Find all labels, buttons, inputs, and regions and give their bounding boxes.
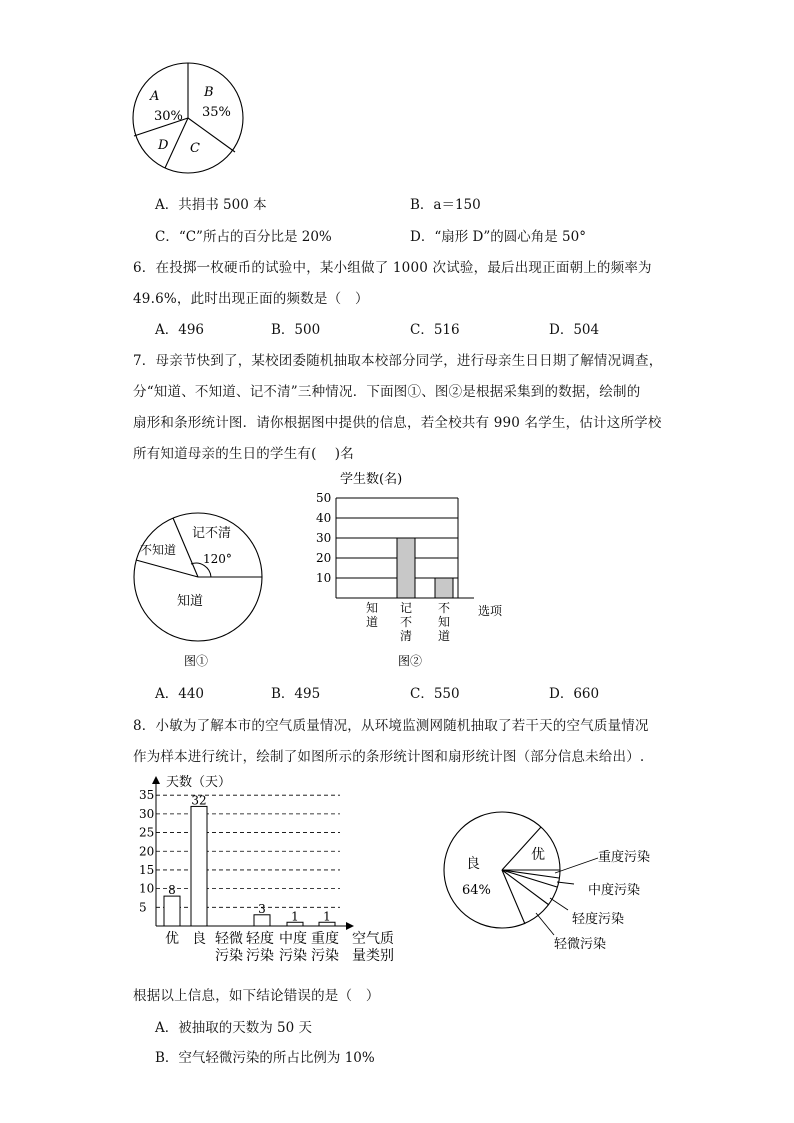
pie-label-c: C xyxy=(190,141,200,156)
bar-不知道 xyxy=(435,578,453,598)
q7-bar-chart xyxy=(300,468,530,673)
x-axis-arrow xyxy=(346,922,354,930)
y-tick-30: 30 xyxy=(139,806,155,821)
q6-stem-line-2: 49.6%，此时出现正面的频数是（ ） xyxy=(133,291,369,307)
data-label-中度污染: 1 xyxy=(291,909,299,924)
pie-label-d: D xyxy=(158,138,169,153)
x-tick-重度污染-0: 重度 xyxy=(311,931,339,947)
q8-option-b[interactable]: B．空气轻微污染的所占比例为 10% xyxy=(155,1050,375,1066)
pie-label-zhidao: 知道 xyxy=(177,594,204,609)
y-tick-20: 20 xyxy=(316,551,332,565)
x-tick-轻度污染-1: 污染 xyxy=(246,948,274,964)
x-tick-轻微污染-1: 污染 xyxy=(215,948,243,964)
pie-label-qingdu-wuran: 轻度污染 xyxy=(572,912,625,927)
pie-label-qingwei-wuran: 轻微污染 xyxy=(554,937,607,952)
pie-label-zhongdu2-wuran: 中度污染 xyxy=(588,883,641,898)
pie-label-b: B xyxy=(204,85,214,100)
q8-pie-chart xyxy=(440,810,680,960)
figure-2-caption: 图② xyxy=(398,654,423,668)
q7-stem-line-2: 分“知道、不知道、记不清”三种情况．下面图①、图②是根据采集到的数据，绘制的 xyxy=(133,384,641,400)
bar-记不清 xyxy=(397,538,415,598)
q5-option-c[interactable]: C．“C”所占的百分比是 20% xyxy=(155,229,332,245)
data-label-重度污染: 1 xyxy=(323,909,331,924)
q6-option-b[interactable]: B．500 xyxy=(271,322,321,338)
pie-label-a-pct: 30% xyxy=(154,109,183,124)
q8-question: 根据以上信息，如下结论错误的是（ ） xyxy=(133,988,380,1004)
q7-pie-chart xyxy=(130,505,270,675)
pie-chart-top xyxy=(130,60,250,180)
x-tick-记不清-0: 记 xyxy=(400,601,413,615)
q8-option-a[interactable]: A．被抽取的天数为 50 天 xyxy=(155,1020,313,1036)
q7-stem-line-1: 7．母亲节快到了，某校团委随机抽取本校部分同学，进行母亲生日日期了解情况调查， xyxy=(133,353,663,369)
x-tick-不知道-0: 不 xyxy=(438,601,451,615)
q6-option-d[interactable]: D．504 xyxy=(549,322,600,338)
data-label-轻度污染: 3 xyxy=(258,901,266,916)
q8-stem-line-1: 8．小敏为了解本市的空气质量情况，从环境监测网随机抽取了若干天的空气质量情况 xyxy=(133,718,649,734)
pie-label-a: A xyxy=(150,89,160,104)
q6-option-a[interactable]: A．496 xyxy=(155,322,205,338)
x-tick-中度污染-1: 污染 xyxy=(279,948,307,964)
pie-label-you: 优 xyxy=(531,847,545,863)
q6-stem-line-1: 6．在投掷一枚硬币的试验中，某小组做了 1000 次试验，最后出现正面朝上的频率为 xyxy=(133,260,652,276)
x-tick-记不清-1: 不 xyxy=(400,615,413,629)
pie-label-jibuqing: 记不清 xyxy=(192,526,232,541)
x-tick-轻度污染-0: 轻度 xyxy=(246,931,274,947)
pie-angle-label: 120° xyxy=(203,552,232,566)
x-tick-优-0: 优 xyxy=(165,931,179,947)
q5-option-a[interactable]: A．共捐书 500 本 xyxy=(155,197,267,213)
q7-option-c[interactable]: C．550 xyxy=(410,686,460,702)
y-axis-arrow xyxy=(152,776,160,784)
data-label-良: 32 xyxy=(191,793,207,808)
q7-option-b[interactable]: B．495 xyxy=(271,686,321,702)
q6-option-c[interactable]: C．516 xyxy=(410,322,460,338)
data-label-优: 8 xyxy=(168,883,176,898)
q8-stem-line-2: 作为样本进行统计，绘制了如图所示的条形统计图和扇形统计图（部分信息未给出）. xyxy=(133,749,645,765)
figure-1-caption: 图① xyxy=(184,654,209,668)
q7-stem-line-3: 扇形和条形统计图．请你根据图中提供的信息，若全校共有 990 名学生，估计这所学校 xyxy=(133,415,662,431)
pie-label-liang-pct: 64% xyxy=(462,883,491,898)
bar-轻度污染 xyxy=(254,915,270,926)
q7-option-d[interactable]: D．660 xyxy=(549,686,600,702)
y-tick-20: 20 xyxy=(139,844,155,859)
x-tick-良-0: 良 xyxy=(192,931,206,947)
x-axis-label-1: 量类别 xyxy=(352,948,394,964)
y-tick-10: 10 xyxy=(139,881,155,896)
y-tick-25: 25 xyxy=(139,825,155,840)
y-tick-50: 50 xyxy=(316,491,332,505)
x-tick-知道-0: 知 xyxy=(366,601,379,615)
y-axis-label: 天数（天） xyxy=(166,775,232,790)
pie-label-buzhidao: 不知道 xyxy=(140,543,177,557)
q7-stem-line-4: 所有知道母亲的生日的学生有( )名 xyxy=(133,446,354,462)
q7-option-a[interactable]: A．440 xyxy=(155,686,205,702)
bar-良 xyxy=(191,806,207,926)
y-tick-10: 10 xyxy=(316,571,332,585)
y-tick-30: 30 xyxy=(316,531,332,545)
pie-label-zhongdu-wuran: 重度污染 xyxy=(598,850,651,865)
x-axis-label-0: 空气质 xyxy=(352,931,394,947)
bar-优 xyxy=(164,896,180,926)
x-tick-不知道-2: 道 xyxy=(438,629,451,643)
x-axis-label: 选项 xyxy=(478,604,503,618)
y-axis-label: 学生数(名) xyxy=(340,472,403,487)
x-tick-知道-1: 道 xyxy=(366,615,379,629)
x-tick-不知道-1: 知 xyxy=(438,615,451,629)
pie-label-liang: 良 xyxy=(466,856,480,872)
q5-option-d[interactable]: D．“扇形 D”的圆心角是 50° xyxy=(410,229,586,245)
q8-bar-chart xyxy=(130,770,410,970)
x-tick-中度污染-0: 中度 xyxy=(279,931,307,947)
y-tick-35: 35 xyxy=(139,788,155,803)
x-tick-记不清-2: 清 xyxy=(400,629,413,643)
y-tick-5: 5 xyxy=(139,900,147,915)
x-tick-重度污染-1: 污染 xyxy=(311,948,339,964)
y-tick-15: 15 xyxy=(139,862,155,877)
pie-label-b-pct: 35% xyxy=(202,105,231,120)
x-tick-轻微污染-0: 轻微 xyxy=(215,931,243,947)
q5-option-b[interactable]: B．a＝150 xyxy=(410,197,481,213)
y-tick-40: 40 xyxy=(316,511,332,525)
